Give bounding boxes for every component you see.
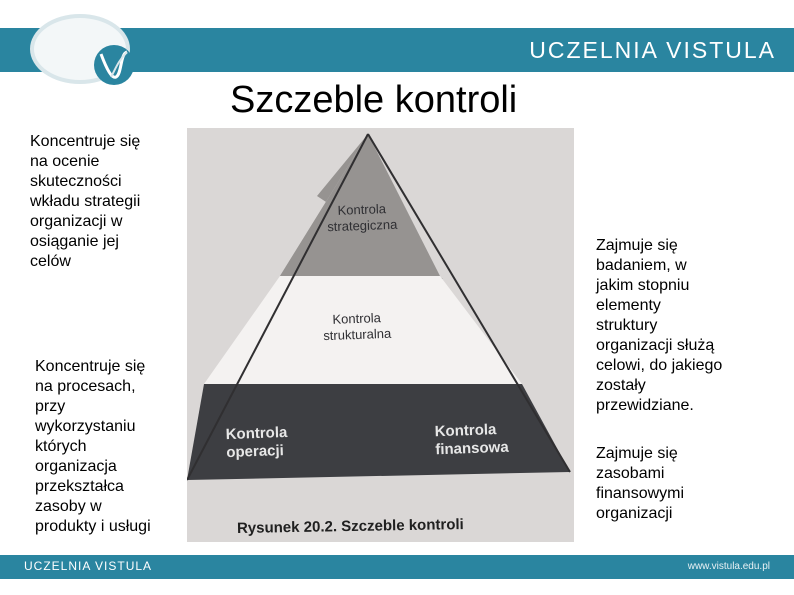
note-structural: Zajmuje się badaniem, w jakim stopniu elementy struktury organizacji służą celowi, do jakiego zostały przewidziane. [596, 237, 723, 414]
vistula-logo [30, 14, 130, 84]
header-brand: UCZELNIA VISTULA [529, 37, 776, 63]
label-strategic-control: Kontrola strategiczna [327, 201, 398, 235]
note-strategic: Koncentruje się na ocenie skuteczności wkładu strategii organizacji w osiąganie jej celów [30, 133, 141, 270]
footer-url: www.vistula.edu.pl [687, 561, 770, 572]
label-financial-control: Kontrola finansowa [434, 421, 509, 459]
figure-caption: Rysunek 20.2. Szczeble kontroli [236, 516, 464, 537]
pyramid-figure-photo [187, 128, 574, 542]
slide-title: Szczeble kontroli [230, 79, 518, 121]
wave-logo-icon [89, 39, 139, 91]
footer-brand: UCZELNIA VISTULA [24, 559, 153, 573]
note-operations: Koncentruje się na procesach, przy wykorzystaniu których organizacja przekształca zasoby w produkty i usługi [35, 358, 151, 535]
label-operations-control: Kontrola operacji [225, 423, 288, 462]
label-structural-control: Kontrola strukturalna [323, 310, 392, 344]
note-financial: Zajmuje się zasobami finansowymi organizacji [596, 445, 685, 522]
